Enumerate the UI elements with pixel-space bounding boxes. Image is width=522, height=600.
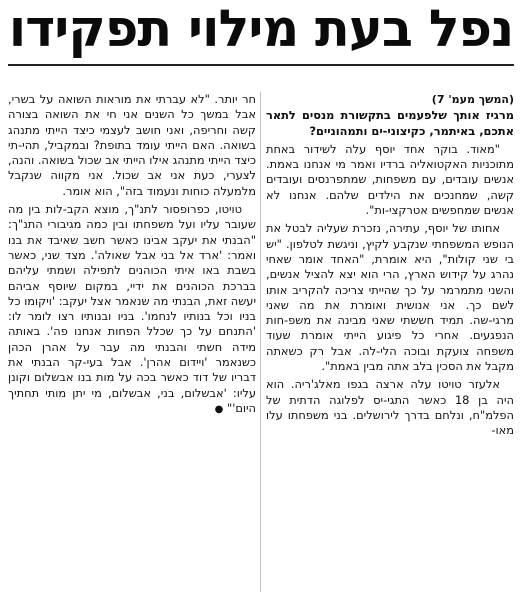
body-paragraph: אחותו של יוסף, עתירה, נזכרת שעליה לבטל את הנופש המשפחתי שנקבע לקיץ, וניגשת לטלפון. "יש בי שני קולות", היא אומרת, "האחד אומר שאחי נהרג על קידוש הארץ, הרי הוא יצא להציל אנשים, והשני מתמרמר על כך שהייתי צריכה להקריב אותו לשם כך. אני אנושית ואומרת את מה שאני מרגי-שה. תמיד חששתי שאני מבינה את משפ-חות הנפגעים. אחרי כל פיגוע הייתי אומרת שעוד משפחה צועקת ובוכה הלי-לה. אבל רק כשאתה מקבל את הסכין בלב אתה מבין באמת".: [266, 221, 514, 374]
end-of-article-mark: ●: [214, 403, 224, 415]
body-paragraph: חר יותר. "לא עברתי את מוראות השואה על בשרי, אבל במשך כל השנים אני חי את השואה בצורה קשה וחריפה, ואני חושב לעצמי כיצד הייתי מתנהג בשואה. האם הייתי עומד בתופת? ובמקביל, תהי-תי כיצד הייתי מתנהג אילו הייתי אב שכול בשואה. והנה, לצערי, כעת אני אב שכול. אני מקווה שנקבל מלמעלה כוחות ונעמוד בזה", הוא אומר.: [8, 92, 256, 198]
article-column-left: [8, 92, 256, 417]
article-column-right: [266, 92, 514, 439]
body-paragraph: "מאוד. בוקר אחד יוסף עלה לשידור באחת מתוכניות האקטואליה ברדיו ואמר מי אנחנו באמת. אנשים עובדים, עם משפחות, שמתפרנסים ועובדים קשה, שמחנכים את הילדים שלהם. אנחנו לא אנשים שמחפשים אטרקצי-ות".: [266, 141, 514, 218]
intro-question: מרגיז אותך שלפעמים בתקשורת מנסים לתאר אתכם, באיתמר, כקיצוני-ים ותמהוניים?: [266, 108, 514, 138]
continuation-label: (המשך מעמ' 7): [431, 93, 514, 106]
column-divider: [260, 92, 261, 592]
headline-rule: [8, 64, 514, 66]
body-paragraph-text: טויטו, כפרופסור לתנ"ך, מוצא הקב-לות בין מה שעובר עליו ועל משפחתו ובין כמה מגיבורי התנ"ך: "הבנתי את יעקב אבינו כאשר חשב שאיבד את בנו ואמר: 'ארד אל בני אבל שאולה'. מצד שני, כאשר בשבת באו איתי הכוהנים לתפילה ושמתי עליהם בברכת הכוהנים את ידיי, במקום שיוסף אביהם יעשה זאת, הבנתי מה שנאמר אצל יעקב: 'ויקומו כל בניו וכל בנותיו לנחמו'. בניו ובנותיו רצו לומר לו: 'התנחם על כך שכלל הפחות אנחנו פה'. באותה מידה חשתי והבנתי מה עבר על אהרן הכהן כשנאמר 'ויידום אהרן'. אבל בעי-קר הבנתי את דבריו של דוד כאשר בכה על מות בנו אבשלום וקונן עליו: 'אבשלום, בני, אבשלום, מי יתן מותי תחתיך היום'": [8, 202, 256, 415]
body-paragraph: אלעזר טויטו עלה ארצה בגפו מאלג'ריה. הוא היה בן 18 כאשר התגי-יס לפלוגה הדתית של הפלמ"ח, ונלחם בדרך לירושלים. בני משפחתו עלו מאו-: [266, 377, 514, 438]
body-paragraph: [8, 202, 256, 417]
headline: נפל בעת מילוי תפקידו: [8, 0, 514, 59]
